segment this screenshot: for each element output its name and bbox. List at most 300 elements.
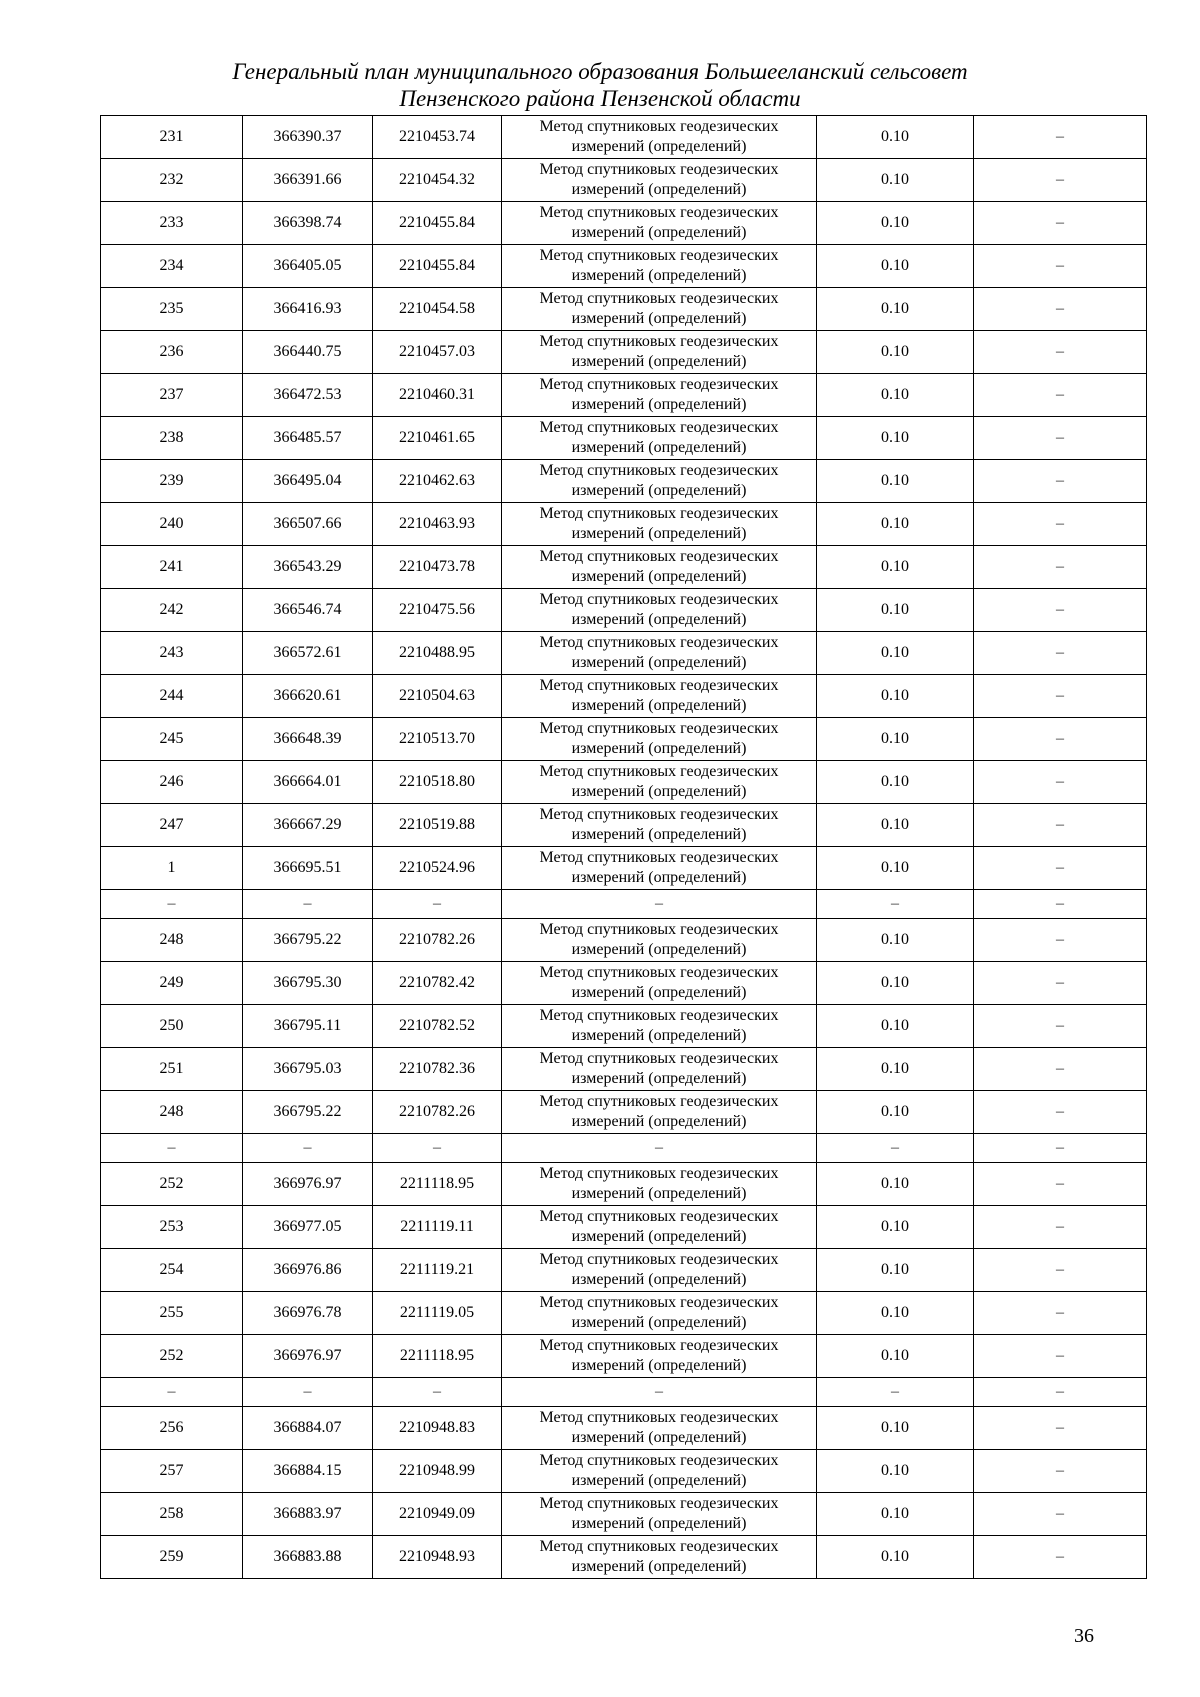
method-cell: [502, 761, 817, 804]
table-separator-row: [101, 890, 1147, 919]
note-cell: –: [974, 1493, 1147, 1536]
method-cell: [502, 1536, 817, 1579]
method-cell: [502, 1163, 817, 1206]
y-coordinate-cell: –: [373, 1378, 502, 1407]
accuracy-cell: 0.10: [817, 804, 974, 847]
method-line-1: Метод спутниковых геодезических: [539, 376, 779, 393]
method-cell: [502, 417, 817, 460]
x-coordinate-cell: 366695.51: [243, 847, 373, 890]
method-line-2: измерений (определений): [571, 568, 747, 585]
method-cell: –: [502, 890, 817, 919]
page-number: 36: [1074, 1625, 1094, 1647]
point-number-cell: 238: [101, 417, 243, 460]
note-cell: –: [974, 245, 1147, 288]
note-cell: –: [974, 1091, 1147, 1134]
table-row: [101, 1091, 1147, 1134]
method-line-2: измерений (определений): [571, 1228, 747, 1245]
accuracy-cell: 0.10: [817, 589, 974, 632]
x-coordinate-cell: 366884.07: [243, 1407, 373, 1450]
x-coordinate-cell: 366398.74: [243, 202, 373, 245]
accuracy-cell: 0.10: [817, 1493, 974, 1536]
x-coordinate-cell: 366546.74: [243, 589, 373, 632]
point-number-cell: –: [101, 1378, 243, 1407]
accuracy-cell: 0.10: [817, 1206, 974, 1249]
point-number-cell: 231: [101, 116, 243, 159]
coordinates-table-body: [101, 116, 1147, 1579]
x-coordinate-cell: 366405.05: [243, 245, 373, 288]
method-line-2: измерений (определений): [571, 1070, 747, 1087]
table-row: [101, 589, 1147, 632]
point-number-cell: 1: [101, 847, 243, 890]
table-row: [101, 1407, 1147, 1450]
x-coordinate-cell: –: [243, 890, 373, 919]
y-coordinate-cell: 2210453.74: [373, 116, 502, 159]
method-line-2: измерений (определений): [571, 1472, 747, 1489]
table-row: [101, 1005, 1147, 1048]
method-line-2: измерений (определений): [571, 869, 747, 886]
table-row: [101, 804, 1147, 847]
x-coordinate-cell: 366391.66: [243, 159, 373, 202]
y-coordinate-cell: 2210462.63: [373, 460, 502, 503]
method-cell: [502, 847, 817, 890]
x-coordinate-cell: 366543.29: [243, 546, 373, 589]
method-cell: [502, 632, 817, 675]
method-cell: [502, 331, 817, 374]
method-cell: –: [502, 1134, 817, 1163]
note-cell: –: [974, 1378, 1147, 1407]
table-row: [101, 1163, 1147, 1206]
note-cell: –: [974, 847, 1147, 890]
x-coordinate-cell: 366440.75: [243, 331, 373, 374]
table-row: [101, 503, 1147, 546]
point-number-cell: 246: [101, 761, 243, 804]
x-coordinate-cell: 366795.22: [243, 919, 373, 962]
method-line-2: измерений (определений): [571, 1185, 747, 1202]
x-coordinate-cell: 366416.93: [243, 288, 373, 331]
method-line-2: измерений (определений): [571, 482, 747, 499]
note-cell: –: [974, 1005, 1147, 1048]
accuracy-cell: –: [817, 890, 974, 919]
y-coordinate-cell: –: [373, 1134, 502, 1163]
x-coordinate-cell: 366620.61: [243, 675, 373, 718]
method-line-2: измерений (определений): [571, 138, 747, 155]
method-cell: [502, 159, 817, 202]
accuracy-cell: 0.10: [817, 1249, 974, 1292]
method-line-1: Метод спутниковых геодезических: [539, 1050, 779, 1067]
method-cell: [502, 1493, 817, 1536]
accuracy-cell: 0.10: [817, 245, 974, 288]
point-number-cell: 239: [101, 460, 243, 503]
note-cell: –: [974, 1048, 1147, 1091]
point-number-cell: 234: [101, 245, 243, 288]
method-line-2: измерений (определений): [571, 783, 747, 800]
method-line-2: измерений (определений): [571, 525, 747, 542]
method-cell: [502, 503, 817, 546]
y-coordinate-cell: 2210948.83: [373, 1407, 502, 1450]
accuracy-cell: 0.10: [817, 503, 974, 546]
method-cell: [502, 374, 817, 417]
y-coordinate-cell: 2211118.95: [373, 1335, 502, 1378]
y-coordinate-cell: 2210948.99: [373, 1450, 502, 1493]
method-cell: [502, 288, 817, 331]
note-cell: –: [974, 1249, 1147, 1292]
x-coordinate-cell: 366976.86: [243, 1249, 373, 1292]
x-coordinate-cell: 366485.57: [243, 417, 373, 460]
point-number-cell: 258: [101, 1493, 243, 1536]
point-number-cell: 242: [101, 589, 243, 632]
method-cell: [502, 804, 817, 847]
table-row: [101, 962, 1147, 1005]
note-cell: –: [974, 919, 1147, 962]
method-line-1: Метод спутниковых геодезических: [539, 1208, 779, 1225]
method-cell: [502, 1450, 817, 1493]
y-coordinate-cell: 2210782.36: [373, 1048, 502, 1091]
table-row: [101, 1335, 1147, 1378]
note-cell: –: [974, 546, 1147, 589]
method-cell: [502, 1091, 817, 1134]
method-cell: [502, 675, 817, 718]
point-number-cell: 252: [101, 1163, 243, 1206]
method-line-2: измерений (определений): [571, 697, 747, 714]
accuracy-cell: 0.10: [817, 159, 974, 202]
y-coordinate-cell: 2210504.63: [373, 675, 502, 718]
y-coordinate-cell: 2210949.09: [373, 1493, 502, 1536]
document-header: [0, 58, 1200, 112]
y-coordinate-cell: 2210948.93: [373, 1536, 502, 1579]
accuracy-cell: 0.10: [817, 460, 974, 503]
accuracy-cell: 0.10: [817, 116, 974, 159]
table-row: [101, 1206, 1147, 1249]
method-line-1: Метод спутниковых геодезических: [539, 1409, 779, 1426]
x-coordinate-cell: 366976.78: [243, 1292, 373, 1335]
point-number-cell: 236: [101, 331, 243, 374]
note-cell: –: [974, 1292, 1147, 1335]
y-coordinate-cell: 2210475.56: [373, 589, 502, 632]
method-line-2: измерений (определений): [571, 984, 747, 1001]
table-row: [101, 632, 1147, 675]
note-cell: –: [974, 202, 1147, 245]
table-row: [101, 919, 1147, 962]
accuracy-cell: 0.10: [817, 1005, 974, 1048]
y-coordinate-cell: 2210461.65: [373, 417, 502, 460]
y-coordinate-cell: 2210454.32: [373, 159, 502, 202]
table-row: [101, 116, 1147, 159]
accuracy-cell: 0.10: [817, 1407, 974, 1450]
y-coordinate-cell: 2211119.21: [373, 1249, 502, 1292]
note-cell: –: [974, 1134, 1147, 1163]
method-line-1: Метод спутниковых геодезических: [539, 720, 779, 737]
accuracy-cell: –: [817, 1378, 974, 1407]
y-coordinate-cell: 2210455.84: [373, 245, 502, 288]
y-coordinate-cell: 2210488.95: [373, 632, 502, 675]
table-row: [101, 374, 1147, 417]
method-cell: [502, 1292, 817, 1335]
point-number-cell: 248: [101, 919, 243, 962]
header-title-line-2: Пензенского района Пензенской области: [399, 86, 801, 111]
point-number-cell: 259: [101, 1536, 243, 1579]
note-cell: –: [974, 1335, 1147, 1378]
table-row: [101, 1292, 1147, 1335]
point-number-cell: 255: [101, 1292, 243, 1335]
method-line-1: Метод спутниковых геодезических: [539, 548, 779, 565]
x-coordinate-cell: 366795.30: [243, 962, 373, 1005]
y-coordinate-cell: 2210473.78: [373, 546, 502, 589]
table-row: [101, 546, 1147, 589]
method-line-1: Метод спутниковых геодезических: [539, 677, 779, 694]
method-line-1: Метод спутниковых геодезических: [539, 1165, 779, 1182]
note-cell: –: [974, 288, 1147, 331]
method-line-1: Метод спутниковых геодезических: [539, 204, 779, 221]
method-line-1: Метод спутниковых геодезических: [539, 806, 779, 823]
method-cell: [502, 1407, 817, 1450]
accuracy-cell: 0.10: [817, 1536, 974, 1579]
method-cell: [502, 962, 817, 1005]
method-line-1: Метод спутниковых геодезических: [539, 1495, 779, 1512]
y-coordinate-cell: 2210463.93: [373, 503, 502, 546]
y-coordinate-cell: 2210782.52: [373, 1005, 502, 1048]
method-line-2: измерений (определений): [571, 181, 747, 198]
y-coordinate-cell: 2211118.95: [373, 1163, 502, 1206]
table-row: [101, 718, 1147, 761]
method-line-2: измерений (определений): [571, 826, 747, 843]
note-cell: –: [974, 1450, 1147, 1493]
method-line-1: Метод спутниковых геодезических: [539, 419, 779, 436]
accuracy-cell: 0.10: [817, 919, 974, 962]
x-coordinate-cell: 366648.39: [243, 718, 373, 761]
point-number-cell: 245: [101, 718, 243, 761]
accuracy-cell: 0.10: [817, 962, 974, 1005]
y-coordinate-cell: 2211119.11: [373, 1206, 502, 1249]
table-row: [101, 331, 1147, 374]
y-coordinate-cell: 2210782.26: [373, 1091, 502, 1134]
point-number-cell: 250: [101, 1005, 243, 1048]
table-separator-row: [101, 1378, 1147, 1407]
y-coordinate-cell: 2210782.42: [373, 962, 502, 1005]
table-row: [101, 417, 1147, 460]
x-coordinate-cell: 366667.29: [243, 804, 373, 847]
accuracy-cell: 0.10: [817, 632, 974, 675]
accuracy-cell: 0.10: [817, 1163, 974, 1206]
x-coordinate-cell: 366883.88: [243, 1536, 373, 1579]
note-cell: –: [974, 890, 1147, 919]
note-cell: –: [974, 718, 1147, 761]
table-separator-row: [101, 1134, 1147, 1163]
table-row: [101, 1450, 1147, 1493]
x-coordinate-cell: 366390.37: [243, 116, 373, 159]
table-row: [101, 1048, 1147, 1091]
method-line-1: Метод спутниковых геодезических: [539, 1294, 779, 1311]
accuracy-cell: 0.10: [817, 288, 974, 331]
x-coordinate-cell: 366795.11: [243, 1005, 373, 1048]
point-number-cell: 256: [101, 1407, 243, 1450]
method-line-1: Метод спутниковых геодезических: [539, 1538, 779, 1555]
x-coordinate-cell: 366664.01: [243, 761, 373, 804]
method-line-1: Метод спутниковых геодезических: [539, 1337, 779, 1354]
note-cell: –: [974, 503, 1147, 546]
method-line-1: Метод спутниковых геодезических: [539, 1093, 779, 1110]
method-line-1: Метод спутниковых геодезических: [539, 1007, 779, 1024]
method-line-2: измерений (определений): [571, 1271, 747, 1288]
note-cell: –: [974, 1407, 1147, 1450]
note-cell: –: [974, 962, 1147, 1005]
method-cell: [502, 116, 817, 159]
x-coordinate-cell: 366495.04: [243, 460, 373, 503]
coordinates-table: [100, 115, 1147, 1579]
method-line-2: измерений (определений): [571, 1314, 747, 1331]
x-coordinate-cell: 366884.15: [243, 1450, 373, 1493]
note-cell: –: [974, 159, 1147, 202]
table-row: [101, 460, 1147, 503]
y-coordinate-cell: 2211119.05: [373, 1292, 502, 1335]
accuracy-cell: 0.10: [817, 1335, 974, 1378]
method-line-2: измерений (определений): [571, 1027, 747, 1044]
point-number-cell: 254: [101, 1249, 243, 1292]
method-cell: [502, 589, 817, 632]
x-coordinate-cell: 366572.61: [243, 632, 373, 675]
table-row: [101, 761, 1147, 804]
method-line-1: Метод спутниковых геодезических: [539, 333, 779, 350]
x-coordinate-cell: 366795.22: [243, 1091, 373, 1134]
method-line-2: измерений (определений): [571, 941, 747, 958]
method-line-1: Метод спутниковых геодезических: [539, 161, 779, 178]
method-cell: [502, 245, 817, 288]
table-row: [101, 245, 1147, 288]
note-cell: –: [974, 1206, 1147, 1249]
x-coordinate-cell: –: [243, 1378, 373, 1407]
x-coordinate-cell: 366976.97: [243, 1335, 373, 1378]
method-line-2: измерений (определений): [571, 740, 747, 757]
accuracy-cell: 0.10: [817, 417, 974, 460]
table-row: [101, 847, 1147, 890]
y-coordinate-cell: –: [373, 890, 502, 919]
y-coordinate-cell: 2210519.88: [373, 804, 502, 847]
point-number-cell: 235: [101, 288, 243, 331]
method-line-1: Метод спутниковых геодезических: [539, 964, 779, 981]
point-number-cell: 251: [101, 1048, 243, 1091]
method-line-1: Метод спутниковых геодезических: [539, 591, 779, 608]
note-cell: –: [974, 374, 1147, 417]
method-line-1: Метод спутниковых геодезических: [539, 118, 779, 135]
table-row: [101, 1536, 1147, 1579]
method-cell: [502, 546, 817, 589]
point-number-cell: 240: [101, 503, 243, 546]
method-line-1: Метод спутниковых геодезических: [539, 634, 779, 651]
method-line-2: измерений (определений): [571, 1429, 747, 1446]
accuracy-cell: 0.10: [817, 847, 974, 890]
note-cell: –: [974, 675, 1147, 718]
accuracy-cell: 0.10: [817, 374, 974, 417]
method-line-2: измерений (определений): [571, 310, 747, 327]
accuracy-cell: 0.10: [817, 675, 974, 718]
method-line-1: Метод спутниковых геодезических: [539, 1452, 779, 1469]
method-cell: [502, 1048, 817, 1091]
table-row: [101, 1493, 1147, 1536]
note-cell: –: [974, 417, 1147, 460]
table-row: [101, 202, 1147, 245]
accuracy-cell: 0.10: [817, 331, 974, 374]
method-cell: [502, 1206, 817, 1249]
y-coordinate-cell: 2210455.84: [373, 202, 502, 245]
point-number-cell: 243: [101, 632, 243, 675]
method-cell: –: [502, 1378, 817, 1407]
method-line-1: Метод спутниковых геодезических: [539, 921, 779, 938]
method-line-1: Метод спутниковых геодезических: [539, 247, 779, 264]
x-coordinate-cell: 366507.66: [243, 503, 373, 546]
accuracy-cell: 0.10: [817, 761, 974, 804]
note-cell: –: [974, 460, 1147, 503]
method-line-2: измерений (определений): [571, 353, 747, 370]
method-cell: [502, 460, 817, 503]
note-cell: –: [974, 589, 1147, 632]
y-coordinate-cell: 2210782.26: [373, 919, 502, 962]
method-cell: [502, 202, 817, 245]
point-number-cell: 257: [101, 1450, 243, 1493]
table-row: [101, 288, 1147, 331]
point-number-cell: –: [101, 1134, 243, 1163]
accuracy-cell: 0.10: [817, 1450, 974, 1493]
accuracy-cell: 0.10: [817, 1292, 974, 1335]
table-row: [101, 675, 1147, 718]
point-number-cell: 233: [101, 202, 243, 245]
method-cell: [502, 1335, 817, 1378]
note-cell: –: [974, 761, 1147, 804]
accuracy-cell: 0.10: [817, 1091, 974, 1134]
y-coordinate-cell: 2210524.96: [373, 847, 502, 890]
note-cell: –: [974, 116, 1147, 159]
note-cell: –: [974, 1163, 1147, 1206]
x-coordinate-cell: 366976.97: [243, 1163, 373, 1206]
point-number-cell: 241: [101, 546, 243, 589]
note-cell: –: [974, 1536, 1147, 1579]
x-coordinate-cell: 366795.03: [243, 1048, 373, 1091]
accuracy-cell: 0.10: [817, 1048, 974, 1091]
method-line-1: Метод спутниковых геодезических: [539, 763, 779, 780]
method-cell: [502, 1249, 817, 1292]
method-line-2: измерений (определений): [571, 1558, 747, 1575]
method-line-1: Метод спутниковых геодезических: [539, 849, 779, 866]
point-number-cell: 248: [101, 1091, 243, 1134]
accuracy-cell: 0.10: [817, 718, 974, 761]
point-number-cell: 232: [101, 159, 243, 202]
method-line-1: Метод спутниковых геодезических: [539, 1251, 779, 1268]
y-coordinate-cell: 2210454.58: [373, 288, 502, 331]
accuracy-cell: 0.10: [817, 202, 974, 245]
accuracy-cell: 0.10: [817, 546, 974, 589]
x-coordinate-cell: 366472.53: [243, 374, 373, 417]
point-number-cell: 244: [101, 675, 243, 718]
method-line-2: измерений (определений): [571, 267, 747, 284]
method-line-2: измерений (определений): [571, 654, 747, 671]
method-line-2: измерений (определений): [571, 1113, 747, 1130]
note-cell: –: [974, 804, 1147, 847]
y-coordinate-cell: 2210460.31: [373, 374, 502, 417]
point-number-cell: 249: [101, 962, 243, 1005]
note-cell: –: [974, 632, 1147, 675]
header-title-line-1: Генеральный план муниципального образования Большееланский сельсовет: [232, 59, 968, 84]
method-line-2: измерений (определений): [571, 439, 747, 456]
point-number-cell: 252: [101, 1335, 243, 1378]
x-coordinate-cell: 366883.97: [243, 1493, 373, 1536]
accuracy-cell: –: [817, 1134, 974, 1163]
point-number-cell: 247: [101, 804, 243, 847]
method-cell: [502, 718, 817, 761]
y-coordinate-cell: 2210518.80: [373, 761, 502, 804]
method-line-2: измерений (определений): [571, 224, 747, 241]
method-cell: [502, 1005, 817, 1048]
method-cell: [502, 919, 817, 962]
y-coordinate-cell: 2210457.03: [373, 331, 502, 374]
point-number-cell: 253: [101, 1206, 243, 1249]
